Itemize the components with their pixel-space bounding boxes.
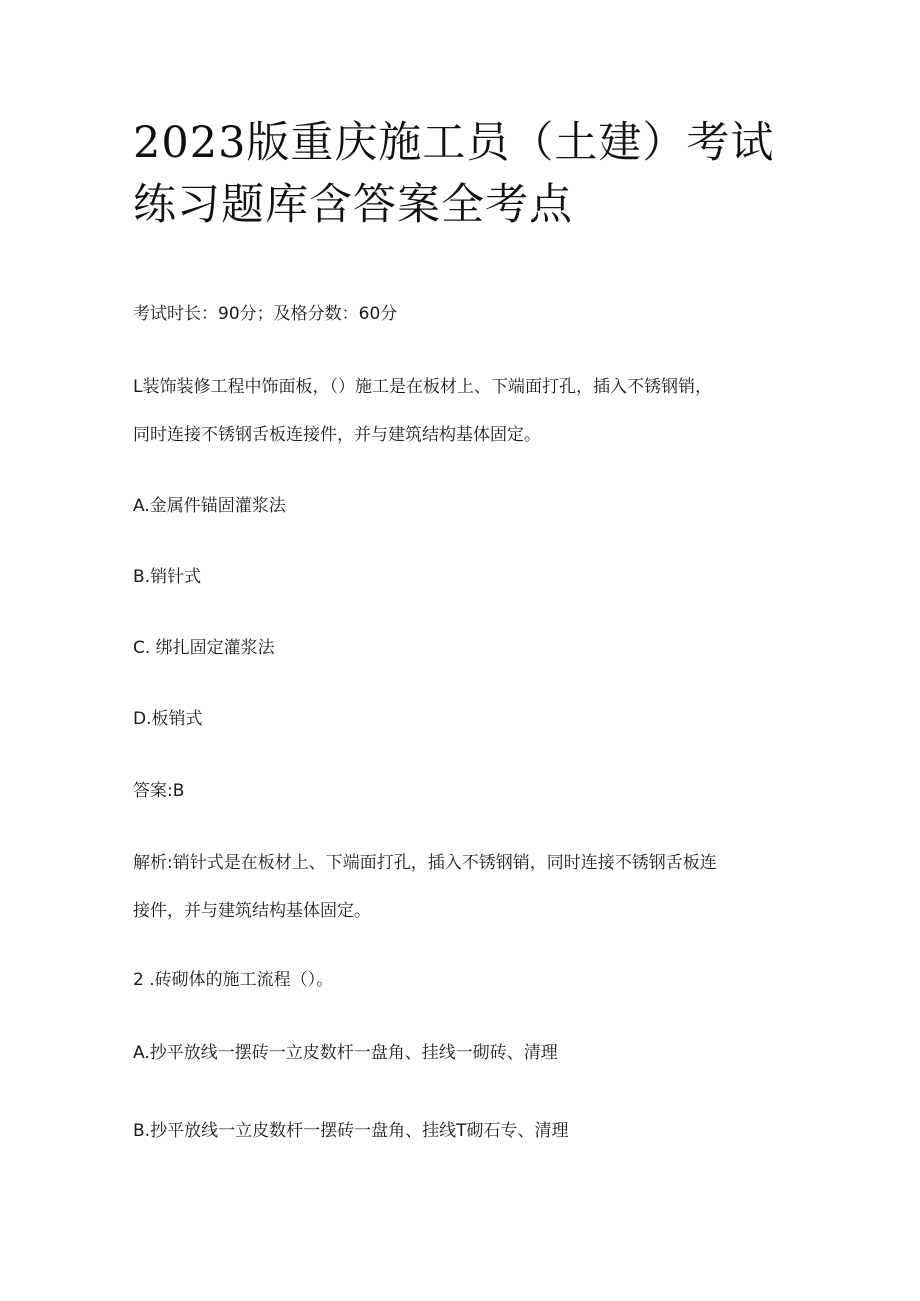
answer: 答案:B bbox=[133, 781, 185, 801]
analysis-line: 接件，并与建筑结构基体固定。 bbox=[133, 901, 371, 921]
analysis-line: 解析:销针式是在板材上、下端面打孔，插入不锈钢销，同时连接不锈钢舌板连 bbox=[133, 853, 717, 873]
document-title: 2023版重庆施工员（土建）考试练习题库含答案全考点 bbox=[133, 118, 775, 230]
option-a: A.金属件锚固灌浆法 bbox=[133, 496, 286, 516]
option-b: B.抄平放线一立皮数杆一摆砖一盘角、挂线T砌石专、清理 bbox=[133, 1121, 569, 1141]
option-d: D.板销式 bbox=[133, 709, 203, 729]
question-stem-line: 2 .砖砌体的施工流程（）。 bbox=[133, 970, 334, 990]
option-a: A.抄平放线一摆砖一立皮数杆一盘角、挂线一砌砖、清理 bbox=[133, 1043, 558, 1063]
exam-info: 考试时长：90分；及格分数：60分 bbox=[133, 304, 398, 324]
option-b: B.销针式 bbox=[133, 567, 202, 587]
question-stem-line: 同时连接不锈钢舌板连接件，并与建筑结构基体固定。 bbox=[133, 425, 541, 445]
option-c: C. 绑扎固定灌浆法 bbox=[133, 638, 275, 658]
question-stem-line: L装饰装修工程中饰面板，（）施工是在板材上、下端面打孔，插入不锈钢销， bbox=[133, 377, 712, 397]
